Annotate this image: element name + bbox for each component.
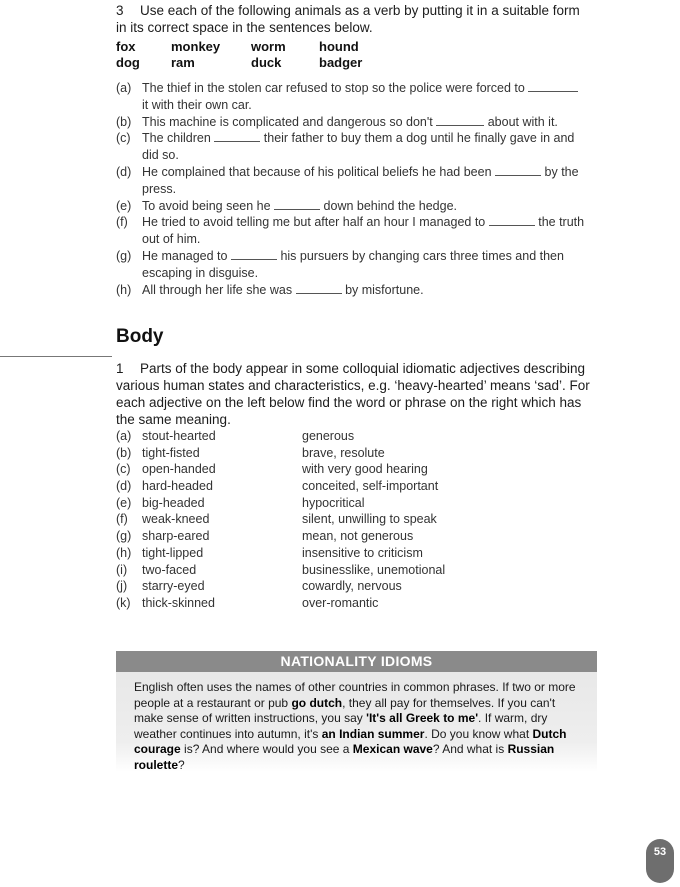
sentence-item (116, 248, 594, 282)
answer-blank[interactable] (296, 282, 342, 294)
sentence-text: by the press. (142, 164, 579, 196)
nationality-idioms-header: NATIONALITY IDIOMS (116, 651, 597, 672)
box-text-run: . If warm, dry weather continues into autumn, it's (134, 711, 548, 741)
exercise-instruction-text: Parts of the body appear in some colloquial idiomatic adjectives describing various human states and characteristics, e.g. ‘heavy-hearted’ means ‘sad’. For each adjective on the left below find the word or phrase on the right which has the same meaning. (116, 361, 590, 427)
match-row (116, 461, 536, 478)
sentence-item (116, 114, 594, 131)
item-label: (f) (116, 512, 128, 527)
answer-blank[interactable] (495, 164, 541, 176)
item-label: (e) (116, 495, 132, 510)
sentence-text: The thief in the stolen car refused to stop so the police were forced to (142, 81, 525, 95)
sentence-text: down behind the hedge. (323, 198, 457, 213)
item-label: (h) (116, 282, 132, 297)
meaning: over-romantic (302, 595, 379, 610)
adjective: stout-hearted (142, 429, 216, 443)
animal-word: fox (116, 39, 136, 54)
answer-blank[interactable] (528, 80, 578, 92)
section-title: Body (116, 326, 164, 347)
section-divider (0, 356, 112, 357)
match-row (116, 528, 536, 545)
body-exercise-instruction (116, 360, 594, 428)
box-text-run: , they all pay for themselves. If you can't make sense of written instructions, you say (134, 695, 556, 725)
animal-word: ram (171, 55, 195, 70)
match-row (116, 595, 536, 612)
adjective: sharp-eared (142, 529, 210, 544)
item-label: (j) (116, 579, 128, 594)
match-row (116, 478, 536, 495)
answer-blank[interactable] (489, 214, 535, 226)
sentence-item (116, 198, 594, 215)
adjective: tight-lipped (142, 545, 204, 560)
animal-word: worm (251, 39, 286, 54)
animal-word: hound (319, 39, 359, 54)
adjective: hard-headed (142, 479, 213, 494)
answer-blank[interactable] (436, 114, 484, 126)
sentence-text: it with their own car. (142, 97, 252, 112)
item-label: (f) (116, 215, 128, 230)
exercise-3-sentences (116, 80, 594, 298)
item-label: (b) (116, 445, 132, 460)
sentence-text: This machine is complicated and dangerous so don't (142, 114, 433, 129)
item-label: (d) (116, 479, 132, 494)
match-row (116, 445, 536, 462)
nationality-idioms-text (134, 680, 579, 773)
meaning: cowardly, nervous (302, 579, 402, 594)
sentence-text: their father to buy them a dog until he finally gave in and did so. (142, 131, 575, 163)
sentence-item (116, 164, 594, 198)
match-row (116, 511, 536, 528)
sentence-text: He complained that because of his political beliefs he had been (142, 164, 492, 179)
sentence-text: To avoid being seen he (142, 198, 271, 213)
adjective: starry-eyed (142, 579, 205, 594)
adjective: two-faced (142, 562, 197, 577)
answer-blank[interactable] (214, 130, 260, 142)
meaning: conceited, self-important (302, 479, 439, 494)
exercise-instruction-text: Use each of the following animals as a verb by putting it in a suitable form in its correct space in the sentences below. (116, 3, 580, 35)
item-label: (g) (116, 248, 132, 263)
sentence-text: his pursuers by changing cars three times and then escaping in disguise. (142, 248, 564, 280)
idiom-term: go dutch (291, 695, 343, 710)
sentence-text: He managed to (142, 248, 228, 263)
box-text-run: ? (178, 757, 185, 772)
animal-word-list (116, 39, 416, 71)
animal-word: duck (251, 55, 282, 70)
sentence-text: the truth out of him. (142, 215, 585, 247)
box-text-run: ? And what is (432, 742, 508, 756)
meaning: with very good hearing (302, 462, 428, 477)
meaning: hypocritical (302, 495, 365, 510)
match-row (116, 495, 536, 512)
sentence-text: All through her life she was (142, 282, 293, 297)
box-text-run: is? And where would you see a (180, 742, 353, 756)
answer-blank[interactable] (231, 248, 277, 260)
item-label: (d) (116, 164, 132, 179)
item-label: (h) (116, 545, 132, 560)
animal-word: badger (319, 55, 363, 70)
meaning: businesslike, unemotional (302, 562, 446, 577)
exercise-number: 3 (116, 3, 124, 18)
item-label: (a) (116, 81, 132, 95)
item-label: (k) (116, 595, 131, 610)
idiom-term: 'It's all Greek to me' (366, 711, 479, 725)
sentence-text: He tried to avoid telling me but after half an hour I managed to (142, 215, 486, 230)
adjective: thick-skinned (142, 595, 215, 610)
adjective: weak-kneed (142, 512, 210, 527)
item-label: (i) (116, 562, 128, 577)
answer-blank[interactable] (274, 198, 320, 210)
idiom-term: Dutch courage (134, 726, 567, 756)
match-row (116, 545, 536, 562)
box-text-run: . Do you know what (424, 726, 533, 741)
adjective: open-handed (142, 462, 216, 477)
idiom-term: an Indian summer (321, 726, 425, 741)
meaning: mean, not generous (302, 529, 414, 544)
page-number: 53 (653, 846, 667, 858)
item-label: (c) (116, 131, 131, 146)
match-row (116, 562, 536, 579)
sentence-text: The children (142, 131, 211, 146)
animal-row-1 (116, 39, 416, 55)
item-label: (c) (116, 462, 131, 477)
idiom-term: Russian roulette (134, 742, 555, 772)
item-label: (e) (116, 198, 132, 213)
adjective: big-headed (142, 495, 205, 510)
meaning: generous (302, 429, 355, 443)
item-label: (a) (116, 429, 132, 443)
box-text-run: English often uses the names of other countries in common phrases. If two or more people at a restaurant or pub (134, 680, 576, 710)
meaning: insensitive to criticism (302, 545, 423, 560)
adjective-matching-list (116, 428, 536, 612)
sentence-text: by misfortune. (345, 282, 424, 297)
sentence-item (116, 80, 594, 114)
exercise-3-instruction (116, 2, 586, 36)
item-label: (g) (116, 529, 132, 544)
animal-word: monkey (171, 39, 221, 54)
animal-word: dog (116, 55, 140, 70)
adjective: tight-fisted (142, 445, 200, 460)
meaning: silent, unwilling to speak (302, 512, 437, 527)
animal-row-2 (116, 55, 416, 71)
meaning: brave, resolute (302, 445, 385, 460)
sentence-item (116, 130, 594, 164)
sentence-item (116, 282, 594, 299)
sentence-item (116, 214, 594, 248)
match-row (116, 578, 536, 595)
sentence-text: about with it. (487, 114, 558, 129)
match-row (116, 428, 536, 445)
idiom-term: Mexican wave (352, 742, 433, 756)
item-label: (b) (116, 114, 132, 129)
exercise-number: 1 (116, 361, 124, 376)
